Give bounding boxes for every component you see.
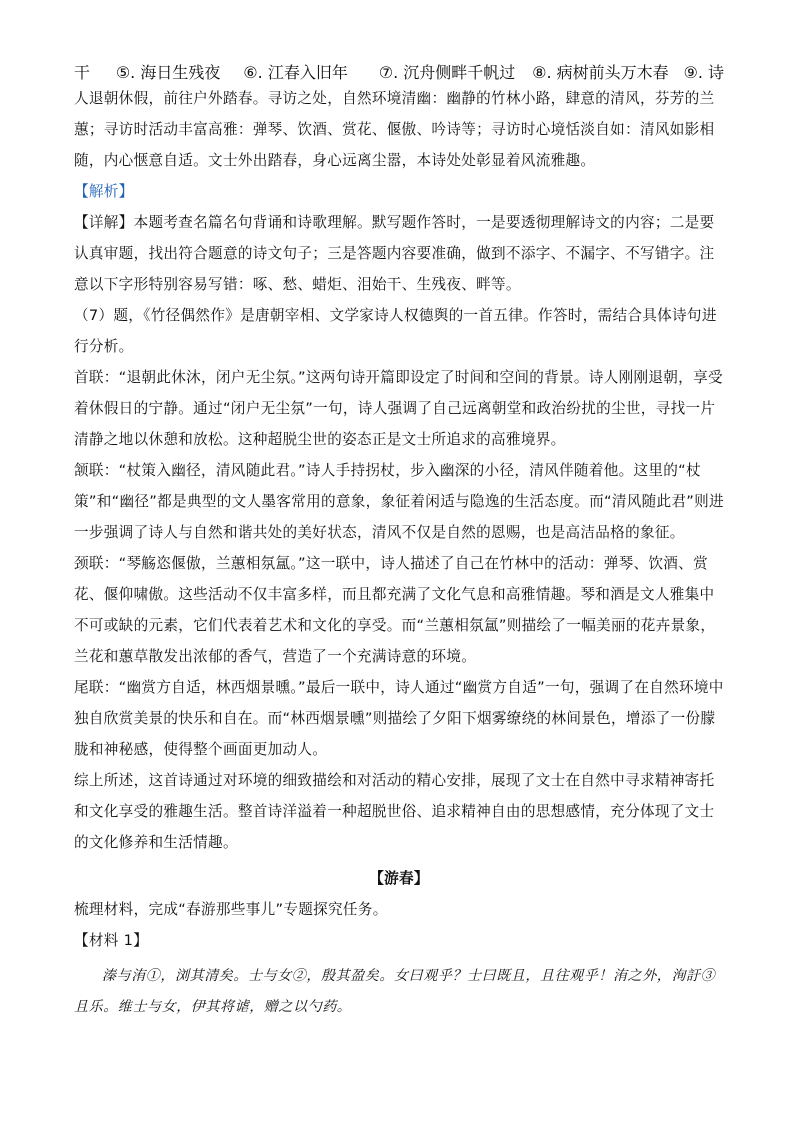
task-instruction: 梳理材料，完成“春游那些事儿”专题探究任务。 [74, 901, 388, 918]
summary-paragraph: 综上所述，这首诗通过对环境的细致描绘和对活动的精心安排，展现了文士在自然中寻求精神寄托和文化享受的雅趣生活。整首诗洋溢着一种超脱世俗、追求精神自由的思想感情，充分体现了文士的文化修养和生活情趣。 [74, 772, 715, 851]
answer-item: ⑧. 病树前头万木春 [532, 63, 669, 82]
material-text: 溱与洧①，浏其清矣。士与女②，殷其盈矣。女曰观乎？士曰既且，且往观乎！洧之外，洵訏③且乐。维士与女，伊其将谑，赠之以勺药。 [74, 968, 716, 1015]
answer-item: ⑥. 江春入旧年 [243, 63, 348, 82]
answer-item: ⑨. 诗 [683, 63, 724, 82]
answer-blanks-row [74, 60, 724, 83]
material-label: 【材料 1】 [74, 932, 149, 949]
answer-item: ⑤. 海日生残夜 [115, 63, 221, 82]
hanlian-paragraph: 颔联：“杖策入幽径，清风随此君。”诗人手持拐杖，步入幽深的小径，清风伴随着他。这里的“杖策”和“幽径”都是典型的文人墨客常用的意象，象征着闲适与隐逸的生活态度。而“清风随此君”则进一步强调了诗人与自然和谐共处的美好状态，清风不仅是自然的恩赐，也是高洁品格的象征。 [74, 462, 724, 541]
section-title: 【游春】 [369, 870, 429, 887]
shoulian-paragraph: 首联：“退朝此休沐，闭户无尘氛。”这两句诗开篇即设定了时间和空间的背景。诗人刚刚退朝，享受着休假日的宁静。通过“闭户无尘氛”一句，诗人强调了自己远离朝堂和政治纷扰的尘世，寻找一片清静之地以休憩和放松。这种超脱尘世的姿态正是文士所追求的高雅境界。 [74, 369, 723, 448]
question-7-paragraph: （7）题，《竹径偶然作》是唐朝宰相、文学家诗人权德舆的一首五律。作答时，需结合具体诗句进行分析。 [74, 307, 717, 355]
answer-item: ⑦. 沉舟侧畔千帆过 [378, 63, 516, 82]
detail-paragraph: 【详解】本题考查名篇名句背诵和诗歌理解。默写题作答时，一是要透彻理解诗文的内容；二是要认真审题，找出符合题意的诗文句子；三是答题内容要准确，做到不添字、不漏字、不写错字。注意以下字形特别容易写错：啄、愁、蜡炬、泪始干、生残夜、畔等。 [74, 214, 715, 293]
answer-item: 干 [74, 63, 91, 82]
weilian-paragraph: 尾联：“幽赏方自适，林西烟景曛。”最后一联中，诗人通过“幽赏方自适”一句，强调了在自然环境中独自欣赏美景的快乐和自在。而“林西烟景曛”则描绘了夕阳下烟雾缭绕的林间景色，增添了一份朦胧和神秘感，使得整个画面更加动人。 [74, 679, 724, 758]
jinglian-paragraph: 颈联：“琴觞恣偃傲，兰蕙相氛氲。”这一联中，诗人描述了自己在竹林中的活动：弹琴、饮酒、赏花、偃仰啸傲。这些活动不仅丰富多样，而且都充满了文化气息和高雅情趣。琴和酒是文人雅集中不可或缺的元素，它们代表着艺术和文化的享受。而“兰蕙相氛氲”则描绘了一幅美丽的花卉景象，兰花和蕙草散发出浓郁的香气，营造了一个充满诗意的环境。 [74, 555, 716, 665]
analysis-label: 【解析】 [74, 183, 134, 200]
document-body [74, 60, 724, 1023]
answer-continuation: 人退朝休假，前往户外踏春。寻访之处，自然环境清幽：幽静的竹林小路，肆意的清风，芬芳的兰蕙；寻访时活动丰富高雅：弹琴、饮酒、赏花、偃傲、吟诗等；寻访时心境恬淡自如：清风如影相随，内心惬意自适。文士外出踏春，身心远离尘嚣，本诗处处彰显着风流雅趣。 [74, 90, 715, 169]
